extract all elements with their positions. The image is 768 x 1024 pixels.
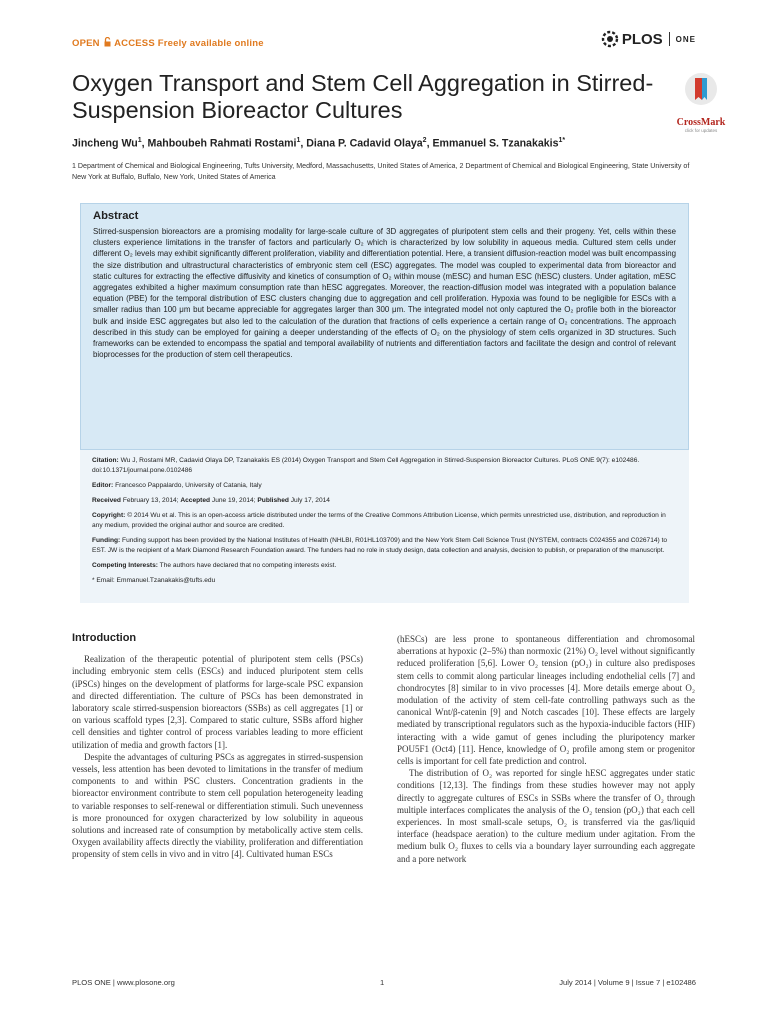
funding-label: Funding: (92, 537, 121, 544)
abstract-text: Stirred-suspension bioreactors are a promising modality for large-scale culture of 3D aggregates of pluripotent stem cells and their progeny. Yet, cells within these clusters experience limitations in the transfer of factors and particularly O₂ which is characterized by low solubility in aqueous media. Cultured stem cells under different O₂ levels may exhibit significantly different proliferation, viability and differentiation potential. Here, a transient diffusion-reaction model was built encompassing the size distribution and ultrastructural characteristics of embryonic stem cell (ESC) aggregates. The model was coupled to experimental data from bioreactor and static cultures for extracting the effective diffusivity and kinetics of consumption of O₂ within mouse (mESC) and human ESC (hESC) clusters. Under agitation, mESC aggregates exhibited a higher maximum consumption rate than hESC aggregates. Moreover, the reaction-diffusion model was integrated with a population balance equation (PBE) for the temporal distribution of ESC clusters changing due to aggregation and cell proliferation. Hypoxia was found to be negligible for ESCs with a smaller radius than 100 μm but became appreciable for aggregates larger than 300 μm. The integrated model not only captured the O₂ profile both in the bioreactor bulk and inside ESC aggregates but also led to the calculation of the duration that fractions of cells experience a certain range of O₂ concentrations. The approach described in this study can be employed for gaining a deeper understanding of the effects of O₂ on the physiology of stem cells organized in 3D structures. Such frameworks can be extended to encompass the spatial and temporal availability of nutrients and differentiation factors and facilitate the design and control of relevant bioprocesses for the production of stem cell therapeutics. (93, 227, 676, 360)
body-paragraph: (hESCs) are less prone to spontaneous differentiation and chromosomal aberrations at hypoxic (2–5%) than normoxic (21%) O₂ level without significantly reduced proliferation [5,6]. Lower O₂ tension (pO₂) in culture also predisposes stem cells to commit along particular lineages including endothelial cells [7] and chondrocytes [8] similar to in vivo processes [4]. More details emerge about O₂ modulation of the activity of stem cell-fate controlling pathways such as the canonical Wnt/β-catenin [9] and Notch cascades [10]. These effects are largely mediated by transcriptional regulators such as the hypoxia-inducible factors (HIF) interacting with a wide gamut of genes including the pluripotency marker POU5F1 (Oct4) [11]. Hence, knowledge of O₂ profile among stem or progenitor cells is important for cell fate prediction and control. (397, 634, 695, 767)
lock-icon (104, 37, 111, 50)
gear-icon (601, 30, 619, 48)
received-label: Received (92, 497, 121, 504)
editor-label: Editor: (92, 482, 114, 489)
published-date: July 17, 2014 (290, 497, 330, 504)
email-row (92, 576, 677, 586)
accepted-label: Accepted (180, 497, 211, 504)
dates-row (92, 496, 677, 506)
freely-available-label: Freely available online (157, 38, 264, 49)
author-affil: 1 (296, 137, 301, 144)
published-label: Published (257, 497, 289, 504)
abstract-box (80, 203, 689, 450)
footer-issue: July 2014 | Volume 9 | Issue 7 | e102486 (559, 978, 696, 987)
journal-logo (601, 30, 696, 48)
open-label: OPEN (72, 38, 100, 49)
author-affil: 1 (137, 137, 142, 144)
competing-row (92, 561, 677, 571)
author: Emmanuel S. Tzanakakis (432, 137, 559, 150)
copyright-text: © 2014 Wu et al. This is an open-access article distributed under the terms of the Creative Commons Attribution License, which permits unrestricted use, distribution, and reproduction in any medium, provided the original author and source are credited. (92, 512, 666, 529)
author-affil: 1* (558, 137, 566, 144)
author: Diana P. Cadavid Olaya (306, 137, 423, 150)
copyright-row (92, 511, 677, 531)
editor-row (92, 481, 677, 491)
citation-row (92, 456, 677, 476)
crossmark-badge[interactable] (668, 72, 734, 133)
article-metadata (80, 450, 689, 603)
section-heading: Introduction (72, 632, 137, 644)
page-number: 1 (380, 978, 385, 987)
one-label: ONE (675, 34, 696, 44)
paper-title: Oxygen Transport and Stem Cell Aggregation in Stirred-Suspension Bioreactor Cultures (72, 70, 654, 123)
body-column-right (397, 633, 695, 865)
crossmark-icon (684, 72, 718, 110)
accepted-date: June 19, 2014; (211, 497, 256, 504)
funding-text: Funding support has been provided by the National Institutes of Health (NHLBI, R01HL103709) and the New York Stem Cell Science Trust (NYSTEM, contracts C024355 and C026714) to EST. JW is the recipient of a Mark Diamond Research Foundation award. The funders had no role in study design, data collection and analysis, decision to publish, or preparation of the manuscript. (92, 537, 668, 554)
editor-text: Francesco Pappalardo, University of Catania, Italy (115, 482, 262, 489)
email-text: * Email: Emmanuel.Tzanakakis@tufts.edu (92, 577, 216, 584)
competing-text: The authors have declared that no competing interests exist. (159, 562, 337, 569)
crossmark-label: CrossMark (676, 117, 726, 128)
citation-label: Citation: (92, 457, 119, 464)
author: Jincheng Wu (72, 137, 138, 150)
body-paragraph: Realization of the therapeutic potential of pluripotent stem cells (PSCs) including embryonic stem cells (ESCs) and induced pluripotent stem cells (iPSCs) hinges on the development of platforms for large-scale PSC expansion and directed differentiation. The culture of PSCs has been demonstrated in laboratory scale stirred-suspension bioreactors (SSBs) as cell aggregates [1] or on various scaffold types [2,3]. Compared to static culture, SSBs afford higher cell densities and tighter control of process variables leading to more efficient utilization of media and growth factors [1]. (72, 654, 363, 750)
funding-row (92, 536, 677, 556)
citation-text: Wu J, Rostami MR, Cadavid Olaya DP, Tzanakakis ES (2014) Oxygen Transport and Stem Cell Aggregation in Stirred-Suspension Bioreactor Cultures. PLoS ONE 9(7): e102486. doi:10.1371/journal.pone.0102486 (92, 457, 640, 474)
author-list: Jincheng Wu$^1$, Mahboubeh Rahmati Rostami$^1$, Diana P. Cadavid Olaya$^2$, Emmanuel S. Tzanakakis$^{1*}$ (72, 137, 566, 150)
crossmark-sub: click for updates (684, 128, 718, 133)
received-date: February 13, 2014; (122, 497, 179, 504)
access-label: ACCESS (114, 38, 155, 49)
body-column-left (72, 632, 363, 861)
open-access-banner (72, 37, 264, 50)
plos-label: PLOS (621, 30, 663, 48)
logo-divider (669, 32, 670, 46)
footer-journal: PLOS ONE | www.plosone.org (72, 978, 175, 987)
body-paragraph: The distribution of O₂ was reported for single hESC aggregates under static conditions [12,13]. The findings from these studies however may not apply directly to aggregate cultures of ESCs in SSBs where the transfer of O₂ through multiple interfaces complicates the analysis of the O₂ tension (pO₂) that each cell experiences. In most small-scale setups, O₂ is transferred via the gas/liquid interface (headspace aeration) to the culture medium under agitation. From the medium bulk O₂ fluxes to cells via a boundary layer surrounding each aggregate and a pore network (397, 768, 695, 864)
abstract-heading: Abstract (93, 210, 139, 222)
author: Mahboubeh Rahmati Rostami (147, 137, 297, 150)
body-paragraph: Despite the advantages of culturing PSCs as aggregates in stirred-suspension vessels, less attention has been devoted to limitations in the transfer of medium components to and within PSC clusters. Concentration gradients in the bioreactor environment contribute to stem cell population heterogeneity leading to variable responses to self-renewal or differentiation stimuli. Such unevenness is more pronounced for oxygen characterized by low solubility in aqueous solutions and increased rate of consumption by metabolically active stem cells. Oxygen availability affects directly the viability, proliferation and differentiation propensity of stem cells in vivo and in vitro [4]. Cultivated human ESCs (72, 751, 363, 860)
affiliations: 1 Department of Chemical and Biological Engineering, Tufts University, Medford, Massachusetts, United States of America, 2 Department of Chemical and Biological Engineering, State University of New York at Buffalo, Buffalo, New York, United States of America (72, 162, 690, 181)
copyright-label: Copyright: (92, 512, 126, 519)
competing-label: Competing Interests: (92, 562, 158, 569)
author-affil: 2 (422, 137, 427, 144)
